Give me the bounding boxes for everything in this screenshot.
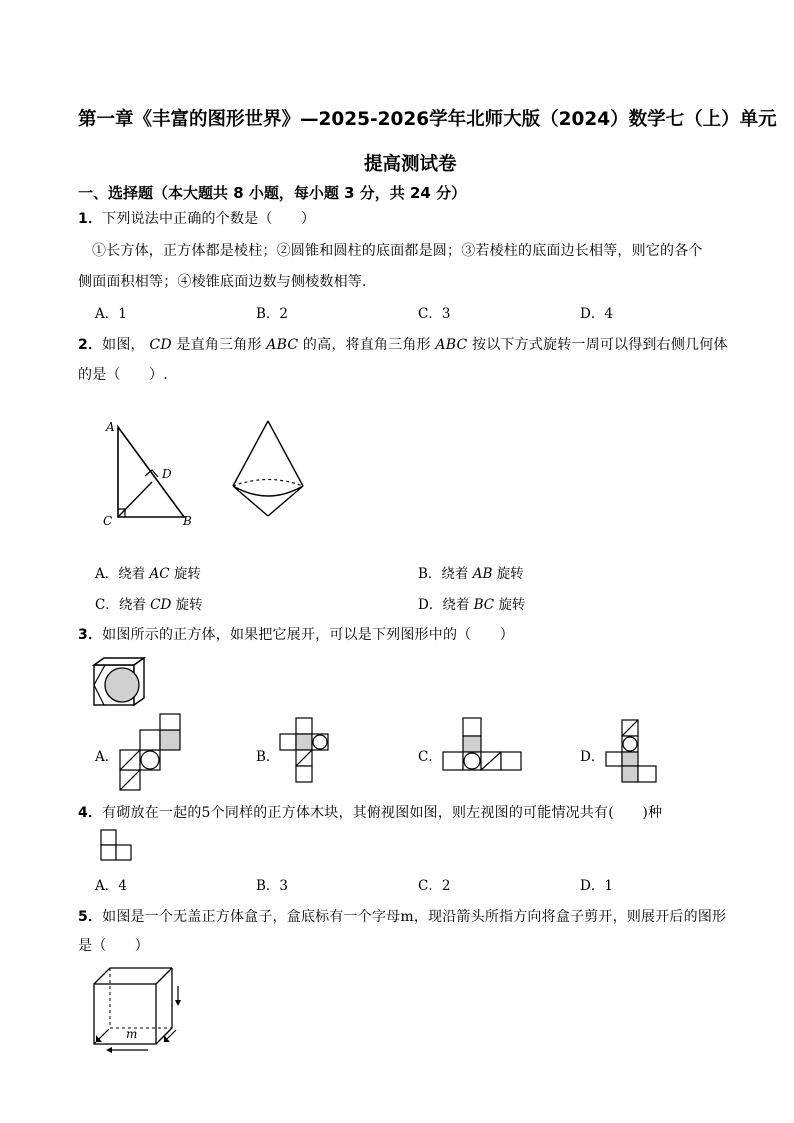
question-4-stem [78,802,662,822]
question-2-option-d-var: BC [473,597,495,613]
question-1-line2: 侧面面积相等；④棱锥底面边数与侧棱数相等． [78,274,377,290]
question-2-option-c-pre: C．绕着 [95,597,146,613]
triangle-figure [100,415,200,530]
question-2-text-d: 按以下方式旋转一周可以得到右侧几何体 [472,337,728,353]
question-5-stem [78,906,726,926]
question-3-option-a[interactable]: A． [95,749,119,765]
label-a: A [106,420,115,434]
net-option-c [442,717,524,771]
question-2-option-b-pre: B．绕着 [418,566,469,582]
question-2-text-c: 的高，将直角三角形 [302,337,431,353]
question-3-number: 3． [78,627,103,643]
question-1-number: 1． [78,211,103,227]
question-2-option-c-post: 旋转 [175,597,203,613]
question-2-var-abc-2: ABC [435,337,468,353]
net-option-a [119,713,181,791]
question-2-number: 2． [78,337,103,353]
question-3-option-d[interactable]: D． [580,749,605,765]
question-2-option-a[interactable] [95,562,201,582]
net-option-d [605,719,659,783]
question-2-text-a: 如图， [102,337,145,353]
question-5-text: 如图是一个无盖正方体盒子，盒底标有一个字母m，现沿箭头所指方向将盒子剪开，则展开后的图形 [102,909,727,925]
question-1-option-d[interactable]: D．4 [580,306,613,322]
question-2-option-d-pre: D．绕着 [418,597,470,613]
question-2-option-a-var: AC [149,566,170,582]
question-1-stem [78,208,315,228]
question-4-option-d[interactable]: D．1 [580,878,613,894]
question-4-text: 有砌放在一起的5个同样的正方体木块，其俯视图如图，则左视图的可能情况共有( )种 [102,805,663,821]
section-heading: 一、选择题（本大题共 8 小题，每小题 3 分，共 24 分） [78,184,467,202]
label-m: m [126,1027,138,1041]
question-3-text: 如图所示的正方体，如果把它展开，可以是下列图形中的（ ） [102,627,514,643]
question-3-option-b[interactable]: B． [256,749,280,765]
question-5-line2: 是（ ） [78,938,149,954]
question-4-option-a[interactable]: A．4 [95,878,127,894]
page-title-line1: 第一章《丰富的图形世界》—2025-2026学年北师大版（2024）数学七（上）单元 [78,109,777,130]
question-2-option-c[interactable] [95,593,203,613]
question-2-option-b-post: 旋转 [496,566,524,582]
question-2-option-a-post: 旋转 [173,566,201,582]
page-title-line2: 提高测试卷 [364,154,457,175]
question-1-option-b[interactable]: B．2 [256,306,289,322]
question-5-number: 5． [78,909,103,925]
double-cone-figure [228,418,308,520]
net-option-b [279,717,331,783]
question-2-var-cd: CD [149,337,172,353]
label-c: C [103,514,113,528]
label-d: D [162,467,172,481]
label-b: B [183,514,192,528]
question-1-option-a[interactable]: A．1 [95,306,127,322]
question-4-number: 4． [78,805,103,821]
question-2-option-d-post: 旋转 [498,597,526,613]
question-4-option-c[interactable]: C．2 [418,878,451,894]
question-3-stem [78,624,514,644]
open-box-figure [88,964,188,1056]
question-2-option-b-var: AB [472,566,493,582]
question-2-option-b[interactable] [418,562,524,582]
question-2-option-a-pre: A．绕着 [95,566,146,582]
question-2-stem [78,334,728,354]
question-2-option-d[interactable] [418,593,525,613]
top-view-figure [100,829,134,863]
cube-figure [92,656,146,708]
question-4-option-b[interactable]: B．3 [256,878,289,894]
question-1-option-c[interactable]: C．3 [418,306,451,322]
question-2-option-c-var: CD [150,597,172,613]
question-3-option-c[interactable]: C． [418,749,442,765]
question-1-line1: ①长方体，正方体都是棱柱；②圆锥和圆柱的底面都是圆；③若棱柱的底面边长相等，则它的各个 [92,243,703,259]
question-1-text: 下列说法中正确的个数是（ ） [102,211,316,227]
question-2-line2: 的是（ ）. [78,367,168,383]
question-2-text-b: 是直角三角形 [176,337,262,353]
question-2-var-abc: ABC [266,337,299,353]
